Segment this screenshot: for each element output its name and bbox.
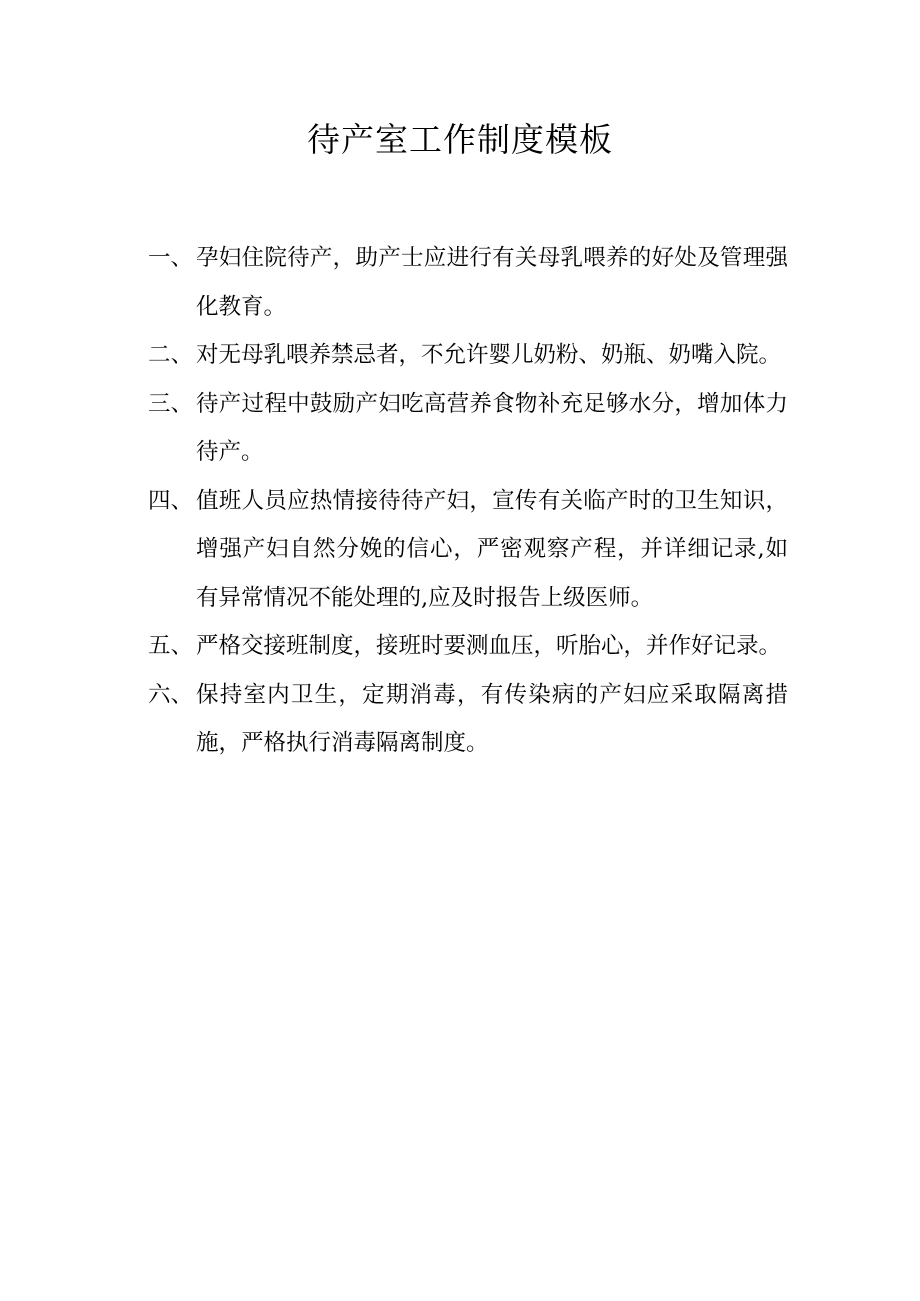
rule-number: 六、 — [148, 681, 194, 708]
rule-number: 二、 — [148, 342, 194, 368]
rules-list — [148, 234, 788, 768]
rule-text: 值班人员应热情接待待产妇，宣传有关临产时的卫生知识，增强产妇自然分娩的信心，严密观察产程，并详细记录,如有异常情况不能处理的,应及时报告上级医师。 — [196, 487, 788, 611]
rule-item-6 — [148, 671, 788, 768]
page-title: 待产室工作制度模板 — [307, 120, 613, 159]
rule-text: 保持室内卫生，定期消毒，有传染病的产妇应采取隔离措施，严格执行消毒隔离制度。 — [196, 681, 788, 756]
rule-item-4 — [148, 477, 788, 623]
rule-item-2 — [148, 331, 788, 380]
rule-text: 严格交接班制度，接班时要测血压，听胎心，并作好记录。 — [196, 633, 782, 659]
rule-text: 待产过程中鼓励产妇吃高营养食物补充足够水分，增加体力待产。 — [196, 390, 788, 465]
rule-number: 三、 — [148, 390, 194, 417]
rule-text: 对无母乳喂养禁忌者，不允许婴儿奶粉、奶瓶、奶嘴入院。 — [196, 342, 782, 368]
rule-text: 孕妇住院待产，助产士应进行有关母乳喂养的好处及管理强化教育。 — [196, 245, 788, 320]
rule-number: 四、 — [148, 487, 194, 514]
rule-item-5 — [148, 622, 788, 671]
rule-number: 一、 — [148, 245, 194, 271]
rule-item-1 — [148, 234, 788, 331]
rule-number: 五、 — [148, 633, 194, 659]
rule-item-3 — [148, 380, 788, 477]
